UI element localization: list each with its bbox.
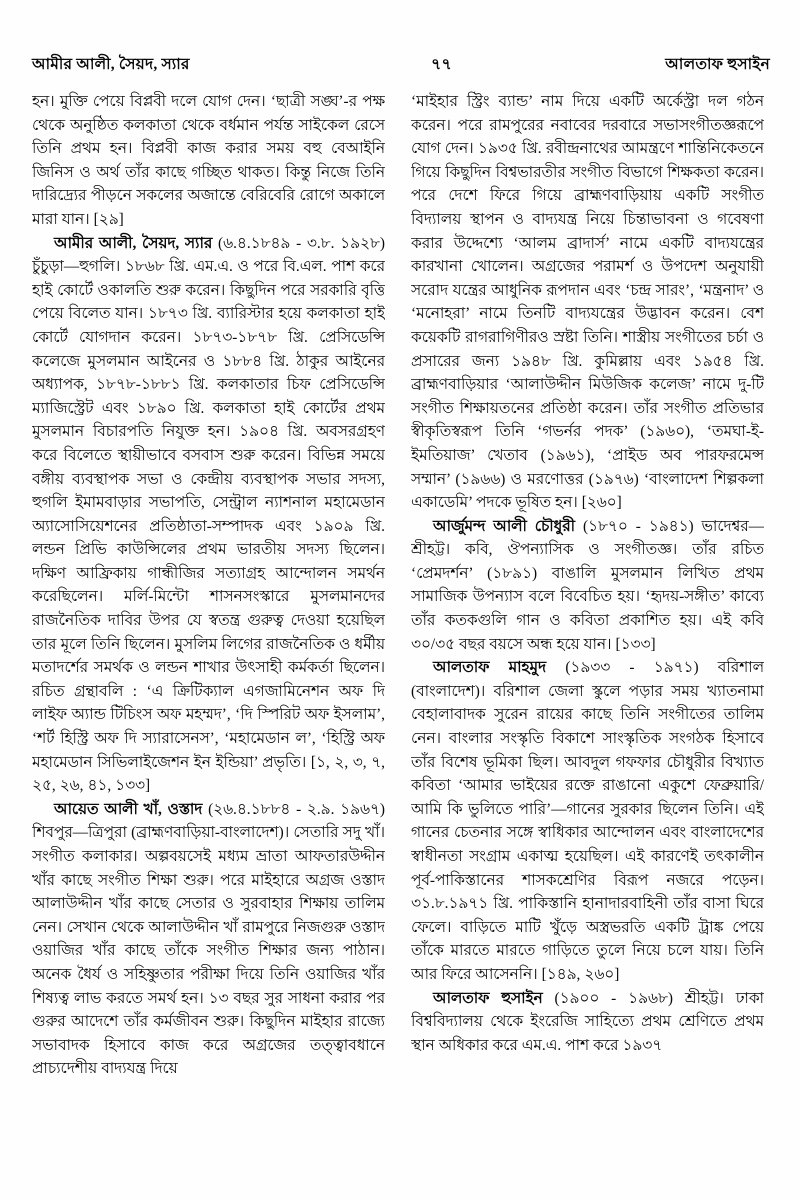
entry-body-text: (৬.৪.১৮৪৯ - ৩.৮. ১৯২৮) চুঁচুড়া—হুগলি। ১৮৬৮ খ্রি. এম.এ. ও পরে বি.এল. পাশ করে হাই কোর্টে ওকালতি শুরু করেন। কিছুদিন পরে সরকারি বৃত্তি পেয়ে বিলেত যান। ১৮৭৩ খ্রি. ব্যারিস্টার হয়ে কলকাতা হাই কোর্টে যোগদান করেন। ১৮৭৩-১৮৭৮ খ্রি. প্রেসিডেন্সি কলেজে মুসলমান আইনের ও ১৮৮৪ খ্রি. ঠাকুর আইনের অধ্যাপক, ১৮৭৮-১৮৮১ খ্রি. কলকাতার চিফ প্রেসিডেন্সি ম্যাজিস্ট্রেট এবং ১৮৯০ খ্রি. কলকাতা হাই কোর্টের প্রথম মুসলমান বিচারপতি নিযুক্ত হন। ১৯০৪ খ্রি. অবসরগ্রহণ করে বিলেতে স্থায়ীভাবে বসবাস শুরু করেন। বিভিন্ন সময়ে বঙ্গীয় ব্যবস্থাপক সভা ও কেন্দ্রীয় ব্যবস্থাপক সভার সদস্য, হুগলি ইমামবাড়ার সভাপতি, সেন্ট্রাল ন্যাশনাল মহামেডান অ্যাসোসিয়েশনের প্রতিষ্ঠাতা-সম্পাদক এবং ১৯০৯ খ্রি. লন্ডন প্রিভি কাউন্সিলের প্রথম ভারতীয় সদস্য ছিলেন। দক্ষিণ আফ্রিকায় গান্ধীজির সত্যাগ্রহ আন্দোলন সমর্থন করেছিলেন। মর্লি-মিন্টো শাসনসংস্কারে মুসলমানদের রাজনৈতিক দাবির উপর যে স্বতন্ত্র গুরুত্ব দেওয়া হয়েছিল তার মূলে তিনি ছিলেন। মুসলিম লিগের রাজনৈতিক ও ধর্মীয় মতাদর্শের সমর্থক ও লন্ডন শাখার উৎসাহী কর্মকর্তা ছিলেন। রচিত গ্রন্থাবলি : ‘এ ক্রিটিক্যাল এগজামিনেশন অফ দি লাইফ অ্যান্ড টিচিংস অফ মহম্মদ’, ‘দি স্পিরিট অফ ইসলাম’, ‘শর্ট হিস্ট্রি অফ দি স্যারাসেনস’, ‘মহামেডান ল’, ‘হিস্ট্রি অফ মহামেডান সিভিলাইজেশন ইন ইন্ডিয়া’ প্রভৃতি। [১, ২, ৩, ৭, ২৫, ২৬, ৪১, ১৩৩] [32, 234, 385, 795]
paragraph-text: ‘মাইহার স্ট্রিং ব্যান্ড’ নাম দিয়ে একটি অর্কেস্ট্রা দল গঠন করেন। পরে রামপুরের নবাবের দরবারে সভাসংগীতজ্ঞরূপে যোগ দেন। ১৯৩৫ খ্রি. রবীন্দ্রনাথের আমন্ত্রণে শান্তিনিকেতনে গিয়ে কিছুদিন বিশ্বভারতীর সংগীত বিভাগে শিক্ষকতা করেন। পরে দেশে ফিরে গিয়ে ব্রাহ্মণবাড়িয়ায় একটি সংগীত বিদ্যালয় স্থাপন ও বাদ্যযন্ত্র নিয়ে চিন্তাভাবনা ও গবেষণা করার উদ্দেশ্যে ‘আলম ব্রাদার্স’ নামে একটি বাদ্যযন্ত্রের কারখানা খোলেন। অগ্রজের পরামর্শ ও উপদেশ অনুযায়ী সরোদ যন্ত্রের আধুনিক রূপদান এবং ‘চন্দ্র সারং’, ‘মন্ত্রনাদ’ ও ‘মনোহরা’ নামে তিনটি বাদ্যযন্ত্রের উদ্ভাবন করেন। বেশ কয়েকটি রাগরাগিণীরও স্রষ্টা তিনি। শাস্ত্রীয় সংগীতের চর্চা ও প্রসারের জন্য ১৯৪৮ খ্রি. কুমিল্লায় এবং ১৯৫৪ খ্রি. ব্রাহ্মণবাড়িয়ার ‘আলাউদ্দীন মিউজিক কলেজ’ নামে দু-টি সংগীত শিক্ষায়তনের প্রতিষ্ঠা করেন। তাঁর সংগীত প্রতিভার স্বীকৃতিস্বরূপ তিনি ‘গভর্নর পদক’ (১৯৬০), ‘তমঘা-ই-ইমতিয়াজ’ খেতাব (১৯৬১), ‘প্রাইড অব পারফরমেন্স সম্মান’ (১৯৬৬) ও মরণোত্তর (১৯৭৬) ‘বাংলাদেশ শিল্পকলা একাডেমি’ পদকে ভূষিত হন। [২৬০] [411, 93, 764, 512]
running-head-left-entry: আমীর আলী, সৈয়দ, স্যার [32, 56, 190, 73]
paragraph-text: হন। মুক্তি পেয়ে বিপ্লবী দলে যোগ দেন। ‘ছাত্রী সঙ্ঘ’-র পক্ষ থেকে অনুষ্ঠিত কলকাতা থেকে বর্ধমান পর্যন্ত সাইকেল রেসে তিনি প্রথম হন। বিপ্লবী কাজ করার সময় বহু বেআইনি জিনিস ও অর্থ তাঁর কাছে গচ্ছিত থাকত। কিন্তু নিজে তিনি দারিদ্র্যের পীড়নে সকলের অজান্তে বেরিবেরি রোগে অকালে মারা যান। [২৯] [32, 93, 385, 228]
entry-headword: আয়েত আলী খাঁ, ওস্তাদ [54, 800, 203, 818]
entry-altaf-mahmud [411, 656, 764, 986]
entry-ayet-ali-khan [32, 798, 385, 1081]
entry-body-text: (১৯০০ - ১৯৬৮) শ্রীহট্ট। ঢাকা বিশ্ববিদ্যালয় থেকে ইংরেজি সাহিত্যে প্রথম শ্রেণিতে প্রথম স্থান অধিকার করে এম.এ. পাশ করে ১৯৩৭ [411, 989, 764, 1054]
running-head-right-entry: আলতাফ হুসাইন [665, 56, 770, 73]
paragraph-continued [32, 90, 385, 232]
entry-altaf-husain [411, 987, 764, 1058]
entry-headword: আর্জুমন্দ আলী চৌধুরী [433, 517, 576, 535]
entry-headword: আলতাফ মাহমুদ [433, 659, 547, 677]
entry-body-text: (১৯৩৩ - ১৯৭১) বরিশাল (বাংলাদেশ)। বরিশাল জেলা স্কুলে পড়ার সময় খ্যাতনামা বেহালাবাদক সুরেন রায়ের কাছে তিনি সংগীতের তালিম নেন। বাংলার সংস্কৃতি বিকাশে সাংস্কৃতিক সংগঠক হিসাবে তাঁর বিশেষ ভূমিকা ছিল। আবদুল গফফার চৌধুরীর বিখ্যাত কবিতা ‘আমার ভাইয়ের রক্তে রাঙানো একুশে ফেব্রুয়ারি/আমি কি ভুলিতে পারি’—গানের সুরকার ছিলেন তিনি। এই গানের চেতনার সঙ্গে স্বাধিকার আন্দোলন এবং বাংলাদেশের স্বাধীনতা সংগ্রাম একাত্ম হয়েছিল। এই কারণেই তৎকালীন পূর্ব-পাকিস্তানের শাসকশ্রেণির বিরূপ নজরে পড়েন। ৩১.৮.১৯৭১ খ্রি. পাকিস্তানি হানাদারবাহিনী তাঁর বাসা ঘিরে ফেলে। বাড়িতে মাটি খুঁড়ে অস্ত্রভরতি একটি ট্রাঙ্ক পেয়ে তাঁকে মারতে মারতে গাড়িতে তুলে নিয়ে চলে যায়। তিনি আর ফিরে আসেননি। [১৪৯, ২৬০] [411, 659, 764, 983]
left-column [32, 90, 385, 1081]
entry-headword: আলতাফ হুসাইন [433, 989, 543, 1007]
page-number: ৭৭ [431, 56, 452, 73]
entry-headword: আমীর আলী, সৈয়দ, স্যার [54, 234, 213, 252]
running-head [32, 52, 770, 74]
two-column-body [32, 90, 770, 1081]
entry-arjumand-ali-chowdhury [411, 515, 764, 657]
entry-body-text: (১৮৭০ - ১৯৪১) ভাদেশ্বর—শ্রীহট্ট। কবি, ঔপন্যাসিক ও সংগীতজ্ঞ। তাঁর রচিত ‘প্রেমদর্শন’ (১৮৯১) বাঙালি মুসলমান লিখিত প্রথম সামাজিক উপন্যাস বলে বিবেচিত হয়। ‘হৃদয়-সঙ্গীত’ কাব্যে তাঁর কতকগুলি গান ও কবিতা প্রকাশিত হয়। এই কবি ৩০/৩৫ বছর বয়সে অন্ধ হয়ে যান। [১৩৩] [411, 517, 764, 653]
right-column [411, 90, 764, 1057]
paragraph-continued [411, 90, 764, 515]
entry-body-text: (২৬.৪.১৮৮৪ - ২.৯. ১৯৬৭) শিবপুর—ত্রিপুরা (ব্রাহ্মণবাড়িয়া-বাংলাদেশ)। সেতারি সদু খাঁ। সংগীত কলাকার। অল্পবয়সেই মধ্যম ভ্রাতা আফতারউদ্দীন খাঁর কাছে সংগীত শিক্ষা শুরু। পরে মাইহারে অগ্রজ ওস্তাদ আলাউদ্দীন খাঁর কাছে সেতার ও সুরবাহার শিক্ষায় তালিম নেন। সেখান থেকে আলাউদ্দীন খাঁ রামপুরে নিজগুরু ওস্তাদ ওয়াজির খাঁর কাছে তাঁকে সংগীত শিক্ষার জন্য পাঠান। অনেক ধৈর্য ও সহিষ্ণুতার পরীক্ষা দিয়ে তিনি ওয়াজির খাঁর শিষ্যত্ব লাভ করতে সমর্থ হন। ১৩ বছর সুর সাধনা করার পর গুরুর আদেশে তাঁর কর্মজীবন শুরু। কিছুদিন মাইহার রাজ্যে সভাবাদক হিসাবে কাজ করে অগ্রজের তত্ত্বাবধানে প্রাচ্যদেশীয় বাদ্যযন্ত্র দিয়ে [32, 800, 385, 1078]
entry-amir-ali [32, 232, 385, 798]
